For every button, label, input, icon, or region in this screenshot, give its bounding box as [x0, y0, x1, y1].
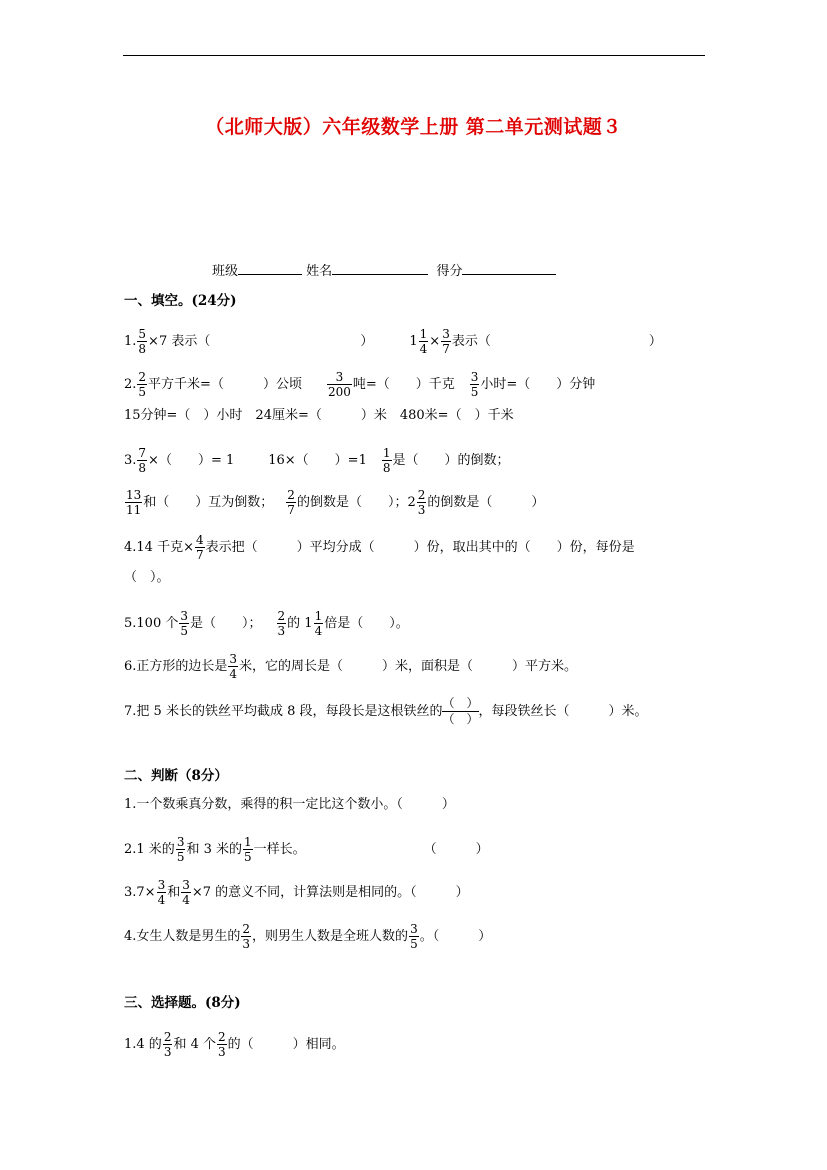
text-segment: 吨=（ ）千克	[352, 377, 455, 392]
text-segment: 1.4 的	[124, 1037, 162, 1052]
text-segment: 3	[163, 1045, 172, 1059]
text-segment: 的倒数是（ ）；2	[296, 495, 416, 510]
text-segment: 2	[163, 1030, 172, 1044]
text-segment: 5	[138, 385, 147, 399]
text-segment: 3	[442, 327, 450, 341]
text-segment: 5	[138, 327, 147, 341]
text-segment: 5	[176, 850, 185, 864]
fraction	[314, 609, 324, 638]
text-segment: 200	[327, 385, 351, 399]
text-segment: 5	[410, 937, 418, 951]
text-segment: ×7 表示（	[148, 334, 211, 349]
text-segment: 2	[287, 488, 295, 502]
fill-question-6	[124, 652, 577, 681]
judge-question-1: 1.一个数乘真分数，乘得的积一定比这个数小。（ ）	[124, 797, 455, 812]
text-segment: 8	[138, 461, 147, 475]
fraction	[470, 370, 480, 399]
text-segment: 小时=（ ）分钟	[480, 377, 596, 392]
fraction	[125, 488, 142, 517]
fraction	[286, 488, 296, 517]
text-segment: 3.	[124, 453, 137, 468]
text-segment: 5	[244, 850, 252, 864]
text-segment: 倍是（ ）。	[324, 616, 409, 631]
fraction	[228, 652, 238, 681]
text-segment: 8	[138, 342, 147, 356]
fill-question-2b: 15分钟=（ ）小时 24厘米=（ ）米 480米=（ ）千米	[124, 408, 514, 423]
choice-question-1	[124, 1030, 345, 1059]
fraction	[277, 609, 287, 638]
page-title: （北师大版）六年级数学上册 第二单元测试题３	[205, 116, 622, 138]
fraction	[241, 922, 251, 951]
text-segment: 4	[419, 342, 428, 356]
text-segment: 6.正方形的边长是	[124, 659, 228, 674]
text-segment: 米，它的周长是（ ）米，面积是（ ）平方米。	[239, 659, 578, 674]
text-segment: 和 3 米的	[186, 842, 242, 857]
text-segment: 2	[138, 370, 147, 384]
text-segment: 8	[382, 461, 391, 475]
class-label: 班级	[212, 264, 239, 279]
text-segment: 7.把 5 米长的铁丝平均截成 8 段，每段长是这根铁丝的	[124, 704, 443, 719]
text-segment: 5.100 个	[124, 616, 179, 631]
text-segment: 3	[335, 370, 344, 384]
name-label: 姓名	[306, 264, 333, 279]
text-segment: 3	[176, 835, 185, 849]
text-segment: 3	[229, 652, 238, 666]
fraction	[409, 922, 419, 951]
text-segment: 3	[277, 624, 286, 638]
fraction	[417, 488, 427, 517]
judge-question-2	[124, 835, 489, 864]
text-segment: 的倒数是（ ）	[427, 495, 545, 510]
text-segment: ）	[648, 334, 662, 349]
text-segment: 4.14 千克×	[124, 540, 194, 555]
text-segment: 和 4 个	[173, 1037, 216, 1052]
fraction	[382, 446, 392, 475]
text-segment: 16×（ ）=1	[268, 453, 367, 468]
text-segment: 3.7×	[124, 885, 156, 900]
judge-question-4	[124, 922, 491, 951]
header-rule	[123, 55, 705, 56]
text-segment: 1	[244, 835, 252, 849]
text-segment: 3	[182, 878, 190, 892]
text-segment: （ ）	[442, 712, 479, 726]
text-segment: 3	[157, 878, 166, 892]
fraction	[441, 327, 451, 356]
text-segment: 平方千米=（ ）公顷	[148, 377, 302, 392]
text-segment: 3	[242, 937, 251, 951]
text-segment: 4.女生人数是男生的	[124, 929, 241, 944]
fill-question-5	[124, 609, 409, 638]
fraction	[137, 370, 147, 399]
text-segment: 5	[470, 385, 479, 399]
name-field[interactable]	[332, 262, 428, 275]
fraction	[137, 327, 147, 356]
text-segment: 7	[287, 503, 295, 517]
fraction	[157, 878, 167, 907]
text-segment: 4	[314, 624, 323, 638]
fill-question-3b	[124, 488, 544, 517]
judge-question-3	[124, 878, 469, 907]
fraction	[179, 609, 189, 638]
fraction	[217, 1030, 227, 1059]
text-segment: 7	[442, 342, 450, 356]
text-segment: 3	[417, 503, 426, 517]
text-segment: 是（ ）的倒数；	[392, 453, 510, 468]
text-segment: 2	[277, 609, 286, 623]
score-field[interactable]	[462, 262, 556, 275]
fill-question-1	[124, 327, 662, 356]
text-segment: 11	[126, 503, 142, 517]
text-segment: （ ）	[442, 696, 479, 710]
fraction	[243, 835, 253, 864]
fraction	[195, 533, 205, 562]
text-segment: 1.	[124, 334, 137, 349]
text-segment: 表示把（ ）平均分成（ ）份，取出其中的（ ）份，每份是	[205, 540, 635, 555]
text-segment: ，每段铁丝长（ ）米。	[478, 704, 648, 719]
score-label: 得分	[436, 264, 463, 279]
text-segment: 1	[382, 446, 391, 460]
text-segment: 2.	[124, 377, 137, 392]
text-segment: 2.1 米的	[124, 842, 175, 857]
text-segment: ×	[429, 334, 441, 349]
text-segment: 7	[138, 446, 147, 460]
text-segment: 表示（	[451, 334, 491, 349]
fill-question-3	[124, 446, 510, 475]
text-segment: 4	[195, 533, 204, 547]
text-segment: 3	[180, 609, 188, 623]
text-segment: ）	[360, 334, 374, 349]
section-fill-heading: 一、填空。(24分)	[124, 293, 237, 309]
text-segment: 和	[167, 885, 181, 900]
text-segment: 和（ ）互为倒数；	[143, 495, 274, 510]
fraction	[137, 446, 147, 475]
text-segment: 3	[218, 1045, 226, 1059]
text-segment: 一样长。	[253, 842, 306, 857]
text-segment: ×（ ）= 1	[148, 453, 235, 468]
text-segment: 1	[409, 334, 418, 349]
fill-question-4b: （ ）。	[124, 570, 170, 585]
text-segment: 1	[419, 327, 428, 341]
text-segment: 的 1	[287, 616, 313, 631]
fraction	[163, 1030, 173, 1059]
text-segment: 13	[126, 488, 142, 502]
text-segment: 3	[470, 370, 479, 384]
text-segment: ，则男生人数是全班人数的	[252, 929, 409, 944]
text-segment: 1	[314, 609, 323, 623]
text-segment: 4	[229, 667, 238, 681]
student-info-line	[212, 262, 556, 280]
text-segment: （ ）	[423, 842, 489, 857]
fill-question-4	[124, 533, 635, 562]
text-segment: 是（ ）；	[190, 616, 262, 631]
text-segment: ×7 的意义不同，计算法则是相同的。（ ）	[191, 885, 469, 900]
section-judge-heading: 二、判断（8分）	[124, 768, 228, 784]
text-segment: 7	[195, 548, 204, 562]
blank-fraction	[442, 696, 478, 727]
section-choice-heading: 三、选择题。(8分)	[124, 995, 241, 1011]
text-segment: 4	[182, 893, 190, 907]
text-segment: 2	[417, 488, 426, 502]
fill-question-7	[124, 696, 648, 727]
text-segment: 2	[218, 1030, 226, 1044]
text-segment: 5	[180, 624, 188, 638]
fraction	[419, 327, 429, 356]
fraction	[176, 835, 186, 864]
text-segment: 2	[242, 922, 251, 936]
class-field[interactable]	[238, 262, 302, 275]
fill-question-2	[124, 370, 595, 399]
fraction	[327, 370, 352, 399]
fraction	[181, 878, 191, 907]
text-segment: 的（ ）相同。	[227, 1037, 345, 1052]
text-segment: 。（ ）	[419, 929, 492, 944]
text-segment: 3	[410, 922, 418, 936]
text-segment: 4	[157, 893, 166, 907]
